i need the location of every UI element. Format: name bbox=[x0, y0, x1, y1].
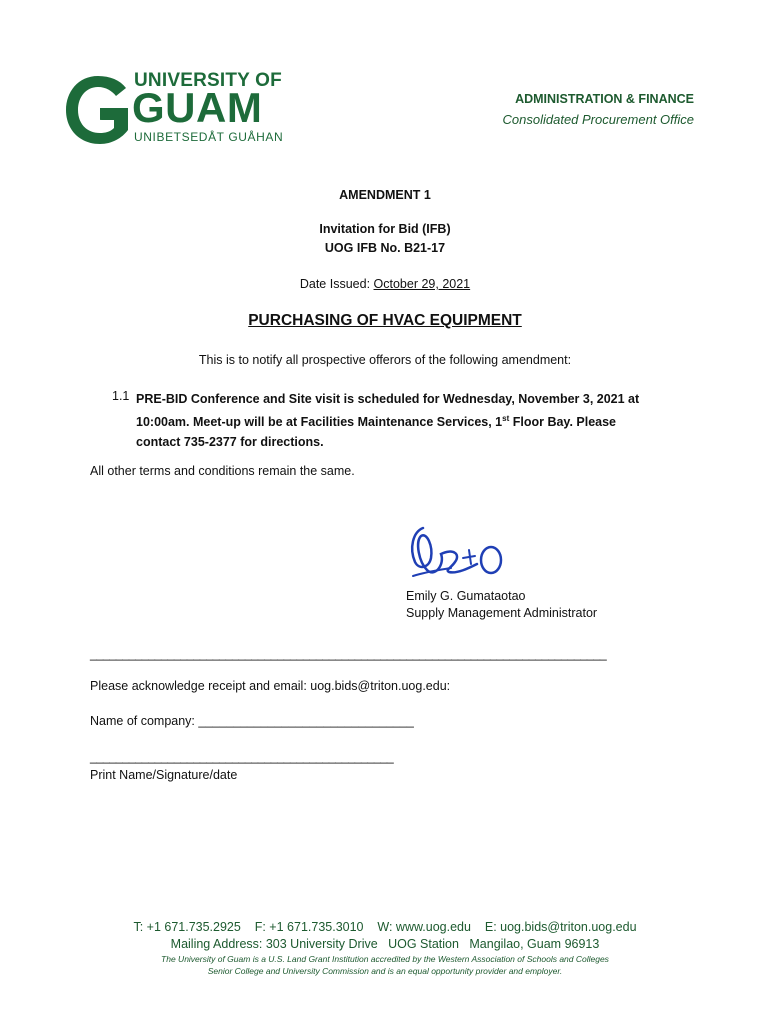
ifb-title: Invitation for Bid (IFB) bbox=[319, 222, 451, 236]
item-superscript: st bbox=[502, 414, 510, 423]
print-name-label: Print Name/Signature/date bbox=[90, 768, 238, 782]
terms-text: All other terms and conditions remain the same. bbox=[90, 464, 355, 478]
item-number: 1.1 bbox=[112, 389, 130, 403]
office-name: Consolidated Procurement Office bbox=[502, 112, 694, 127]
item-text-b: Floor Bay. Please contact 735-2377 for directions. bbox=[136, 415, 617, 450]
item-text-a: PRE-BID Conference and Site visit is scheduled for Wednesday, November 3, 2021 at 10:00am. Meet-up will be at Facilities Maintenance Services, 1 bbox=[136, 392, 640, 430]
footer-note-1: The University of Guam is a U.S. Land Grant Institution accredited by the Western Association of Schools and Colleges bbox=[161, 954, 609, 964]
university-logo-icon bbox=[62, 72, 134, 148]
signature-line: _______________________________________________ bbox=[90, 750, 394, 764]
footer-note-2: Senior College and University Commission and is an equal opportunity provider and employer. bbox=[207, 966, 563, 976]
footer-contact: T: +1 671.735.2925 F: +1 671.735.3010 W: www.uog.edu E: uog.bids@triton.uog.edu bbox=[133, 920, 637, 934]
date-issued-value: October 29, 2021 bbox=[373, 277, 471, 291]
acknowledge-instruction: Please acknowledge receipt and email: uog.bids@triton.uog.edu: bbox=[90, 679, 451, 693]
handwritten-signature bbox=[405, 518, 515, 586]
ifb-number: UOG IFB No. B21-17 bbox=[324, 241, 446, 255]
date-issued bbox=[0, 277, 770, 291]
section-divider: ________________________________________________________________________________ bbox=[90, 647, 607, 661]
amendment-heading: AMENDMENT 1 bbox=[339, 188, 431, 202]
notice-text: This is to notify all prospective offerors of the following amendment: bbox=[198, 353, 572, 367]
company-name-field: Name of company: _______________________________ bbox=[90, 714, 414, 728]
amendment-item bbox=[136, 389, 656, 452]
department-name: ADMINISTRATION & FINANCE bbox=[515, 92, 694, 106]
logo-university-of: UNIVERSITY OF bbox=[134, 70, 282, 91]
logo-chamorro-name: UNIBETSEDÅT GUÅHAN bbox=[134, 130, 284, 144]
logo-guam: GUAM bbox=[132, 84, 263, 131]
document-title: PURCHASING OF HVAC EQUIPMENT bbox=[248, 312, 522, 329]
signer-name: Emily G. Gumataotao bbox=[406, 589, 526, 603]
footer-address: Mailing Address: 303 University Drive UOG Station Mangilao, Guam 96913 bbox=[170, 937, 600, 951]
signer-title: Supply Management Administrator bbox=[406, 606, 598, 620]
date-issued-label: Date Issued: bbox=[299, 277, 371, 291]
